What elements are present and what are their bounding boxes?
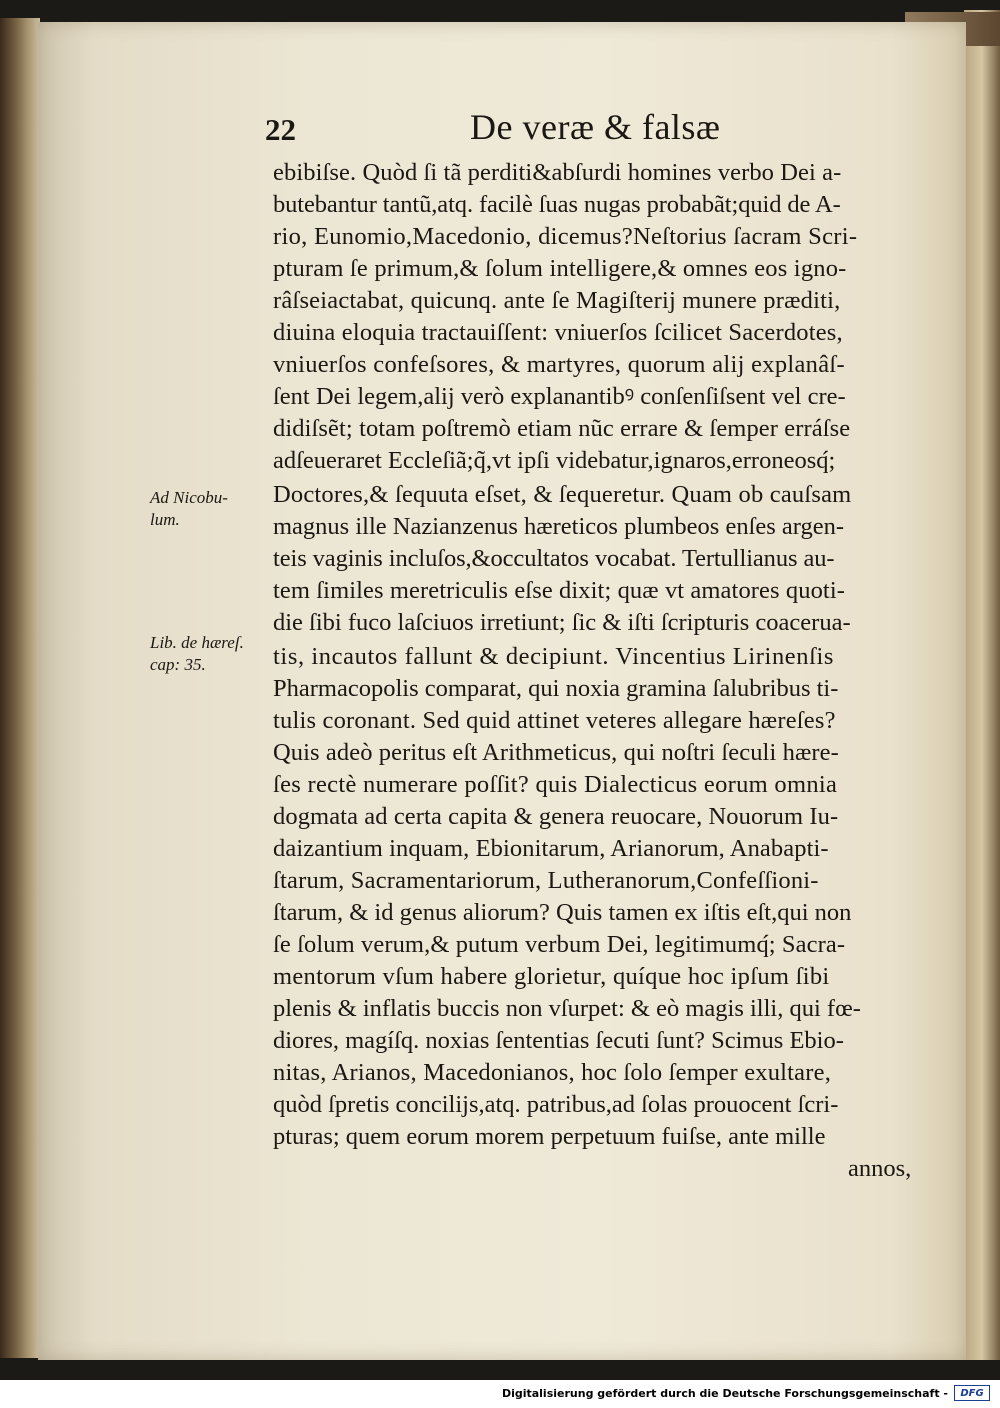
text-line: plenis & inflatis buccis non vſurpet: & eò magis illi, qui fœ- [273,995,861,1022]
running-title: De veræ & falsæ [470,107,721,147]
text-line: Pharmacopolis comparat, qui noxia gramina ſalubribus ti- [273,675,839,702]
text-line: tis, incautos fallunt & decipiunt. Vincentius Lirinenſis [273,643,835,670]
text-line: dogmata ad certa capita & genera reuocare, Nouorum Iu- [273,803,839,830]
text-line: daizantium inquam, Ebionitarum, Arianorum, Anabapti- [273,835,829,862]
margin-note [150,632,244,676]
text-line: adſeueraret Eccleſiã;q̃,vt ipſi videbatur,ignaros,erroneosq́; [273,447,836,474]
text-line: nitas, Arianos, Macedonianos, hoc ſolo ſemper exultare, [273,1059,832,1086]
book-edge-left [0,18,40,1358]
margin-note [150,487,228,531]
text-line: râſseiactabat, quicunq. ante ſe Magiſterij munere præditi, [273,287,841,314]
text-line: butebantur tantũ,atq. facilè ſuas nugas probabãt;quid de A- [273,191,841,218]
text-line: didiſsẽt; totam poſtremò etiam nũc errare & ſemper erráſse [273,415,851,442]
page-number: 22 [265,112,296,147]
text-line: quòd ſpretis concilijs,atq. patribus,ad ſolas prouocent ſcri- [273,1091,839,1118]
text-line: tem ſimiles meretriculis eſse dixit; quæ vt amatores quoti- [273,577,846,604]
text-line: tulis coronant. Sed quid attinet veteres allegare hæreſes? [273,707,836,734]
margin-note-line: cap: 35. [150,655,206,674]
text-line: pturas; quem eorum morem perpetuum fuiſse, ante mille [273,1123,826,1150]
text-line: die ſibi fuco laſciuos irretiunt; ſic & iſti ſcripturis coacerua- [273,609,851,636]
dfg-logo: DFG [954,1385,990,1401]
text-line: vniuerſos confeſsores, & martyres, quorum alij explanâſ- [273,351,845,378]
text-line: rio, Eunomio,Macedonio, dicemus?Neſtorius ſacram Scri- [273,223,858,250]
catchword: annos, [848,1155,912,1182]
text-line: teis vaginis incluſos,&occultatos vocabat. Tertullianus au- [273,545,835,572]
text-line: diuina eloquia tractauiſſent: vniuerſos ſcilicet Sacerdotes, [273,319,843,346]
book-edge-right [964,10,1000,1360]
text-line: Doctores,& ſequuta eſset, & ſequeretur. Quam ob cauſsam [273,481,852,508]
text-line: ſtarum, Sacramentariorum, Lutheranorum,Confeſſioni- [273,867,819,894]
text-line: pturam ſe primum,& ſolum intelligere,& omnes eos igno- [273,255,847,282]
text-line: magnus ille Nazianzenus hæreticos plumbeos enſes argen- [273,513,845,540]
text-line: diores, magíſq. noxias ſententias ſecuti ſunt? Scimus Ebio- [273,1027,844,1054]
text-line: ſe ſolum verum,& putum verbum Dei, legitimumq́; Sacra- [273,931,846,958]
footer-bar [0,1380,1000,1408]
margin-note-line: Ad Nicobu- [150,488,228,507]
text-line: Quis adeò peritus eſt Arithmeticus, qui noſtri ſeculi hære- [273,739,839,766]
text-line: mentorum vſum habere glorietur, quíque hoc ipſum ſibi [273,963,830,990]
margin-note-line: Lib. de hæreſ. [150,633,244,652]
text-line: ſtarum, & id genus aliorum? Quis tamen ex iſtis eſt,qui non [273,899,852,926]
funding-credit: Digitalisierung gefördert durch die Deutsche Forschungsgemeinschaft - [501,1387,948,1400]
margin-note-line: lum. [150,510,180,529]
text-line: ſent Dei legem,alij verò explanantibꝰ conſenſiſsent vel cre- [273,383,846,410]
text-line: ſes rectè numerare poſſit? quis Dialecticus eorum omnia [273,771,838,798]
text-line: ebibiſse. Quòd ſi tã perditi&abſurdi homines verbo Dei a- [273,159,842,186]
page-header [265,106,725,154]
